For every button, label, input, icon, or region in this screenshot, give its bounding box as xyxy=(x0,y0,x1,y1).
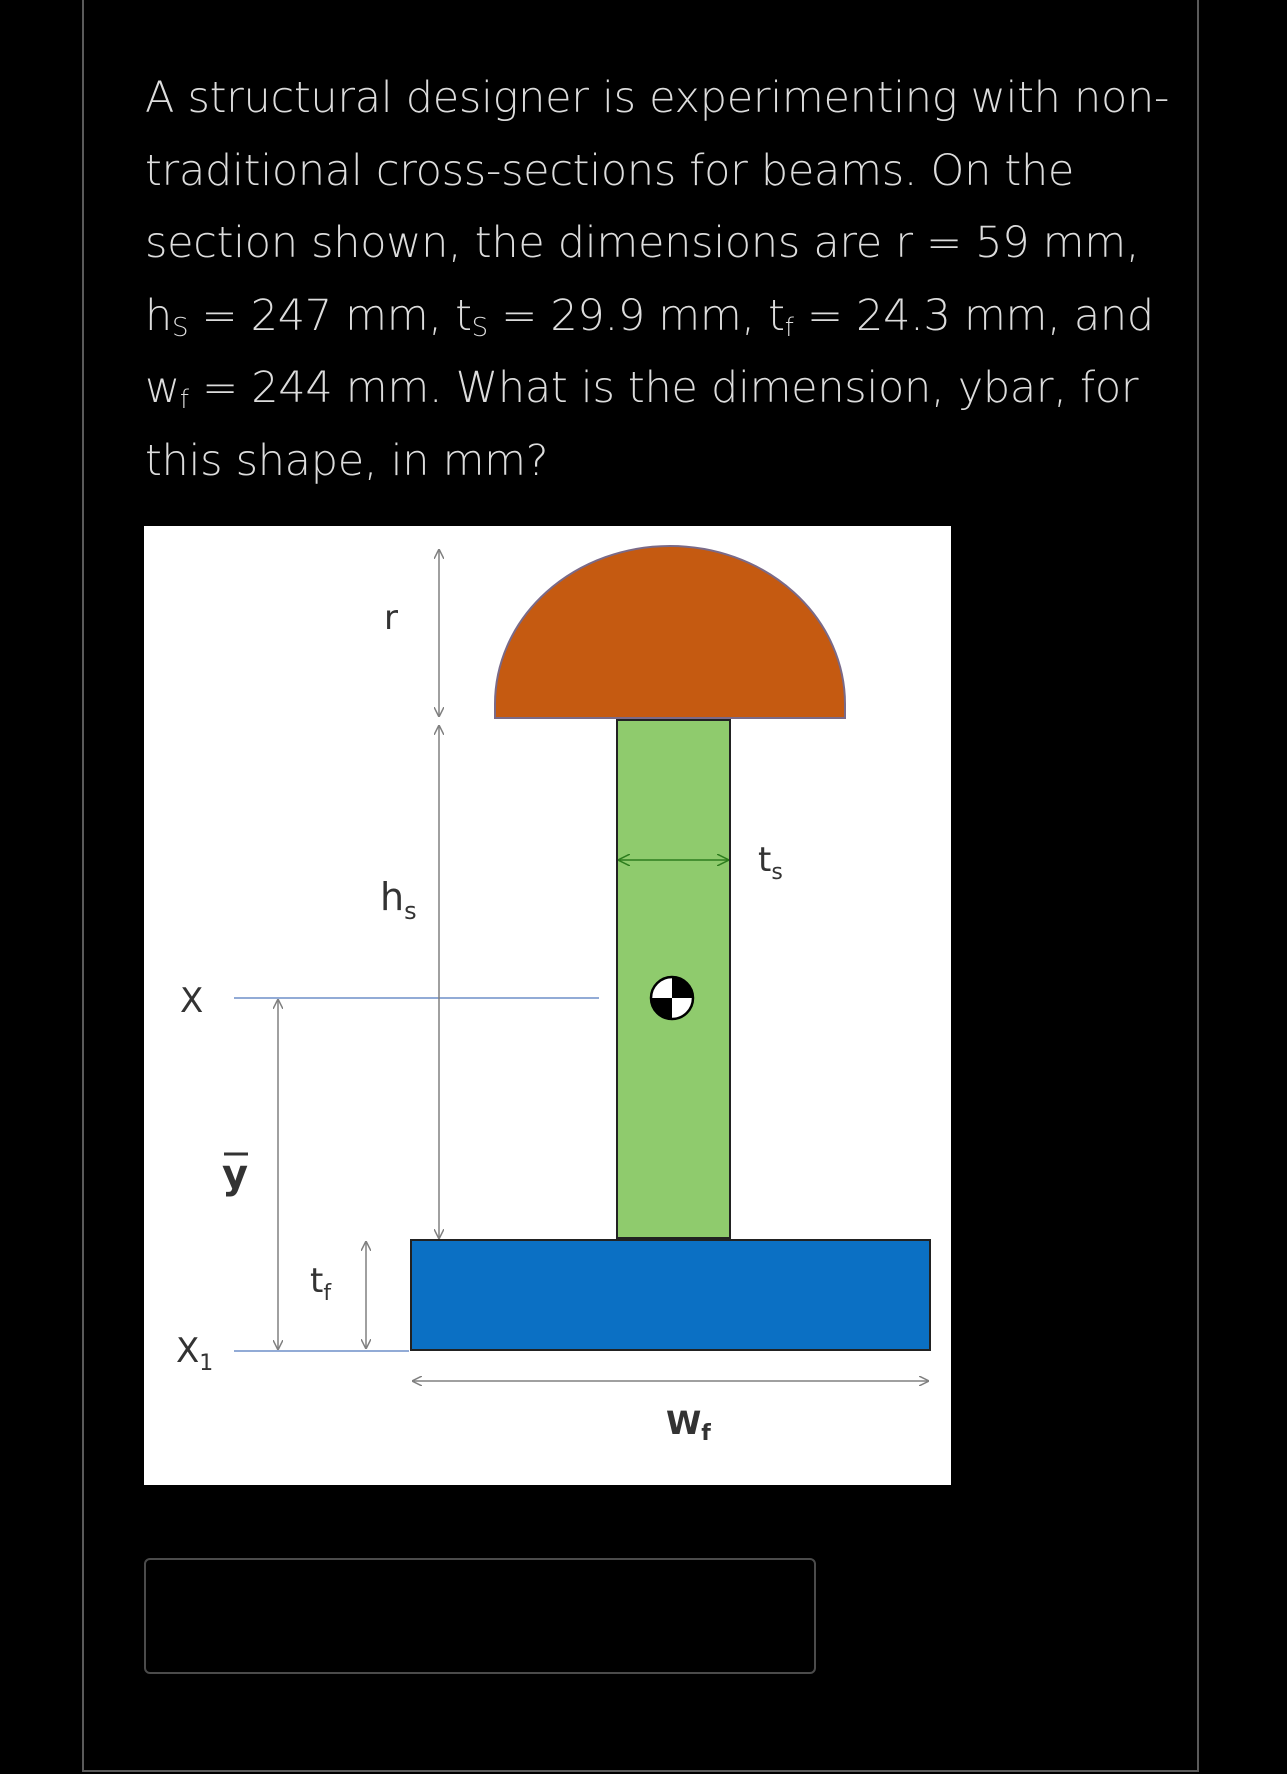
ts-label-sub: s xyxy=(771,860,783,885)
question-line-5 xyxy=(145,352,1139,425)
question-line-2: traditional cross-sections for beams. On the xyxy=(145,145,1075,196)
ts-label-main: t xyxy=(758,840,772,880)
question-text xyxy=(145,62,1170,497)
wf-label-main: W xyxy=(666,1404,702,1442)
question-line-1: A structural designer is experimenting with non- xyxy=(145,73,1170,123)
x1-label-main: X xyxy=(176,1331,200,1371)
tf-label-sub: f xyxy=(323,1281,332,1306)
ts-subscript: S xyxy=(471,312,488,343)
centroid-symbol xyxy=(651,977,693,1019)
r-label: r xyxy=(384,598,398,638)
ts-value: = 29.9 mm, t xyxy=(487,290,785,341)
x1-axis-label xyxy=(176,1331,213,1376)
ybar-label xyxy=(222,1152,248,1198)
wf-label-sub: f xyxy=(701,1421,711,1446)
question-line-6: this shape, in mm? xyxy=(145,435,549,486)
semicircle-cap xyxy=(495,546,845,718)
hs-label-sub: s xyxy=(404,897,417,925)
question-line-3: section shown, the dimensions are r = 59 mm, xyxy=(145,218,1140,268)
ybar-label-text: y xyxy=(222,1152,249,1198)
hs-label-main: h xyxy=(380,875,405,919)
ts-label xyxy=(758,840,783,885)
hs-value: = 247 mm, t xyxy=(188,290,472,341)
tf-label xyxy=(310,1261,332,1306)
tf-label-main: t xyxy=(310,1261,324,1301)
wf-subscript: f xyxy=(179,385,189,415)
tf-subscript: f xyxy=(784,312,794,343)
question-line-4 xyxy=(145,280,1154,353)
wf-symbol: w xyxy=(145,363,180,413)
flange-rectangle xyxy=(411,1240,930,1350)
hs-label xyxy=(380,875,417,925)
hs-subscript: S xyxy=(171,312,189,343)
hs-symbol: h xyxy=(145,290,172,341)
answer-input[interactable] xyxy=(144,1558,816,1674)
cross-section-diagram xyxy=(144,526,951,1485)
wf-value-and-question: = 244 mm. What is the dimension, ybar, for xyxy=(188,363,1139,413)
cross-section-figure xyxy=(144,526,951,1485)
wf-label xyxy=(666,1404,711,1446)
tf-value: = 24.3 mm, and xyxy=(793,290,1154,341)
x-axis-label: X xyxy=(180,981,204,1021)
x1-label-sub: 1 xyxy=(199,1351,214,1376)
